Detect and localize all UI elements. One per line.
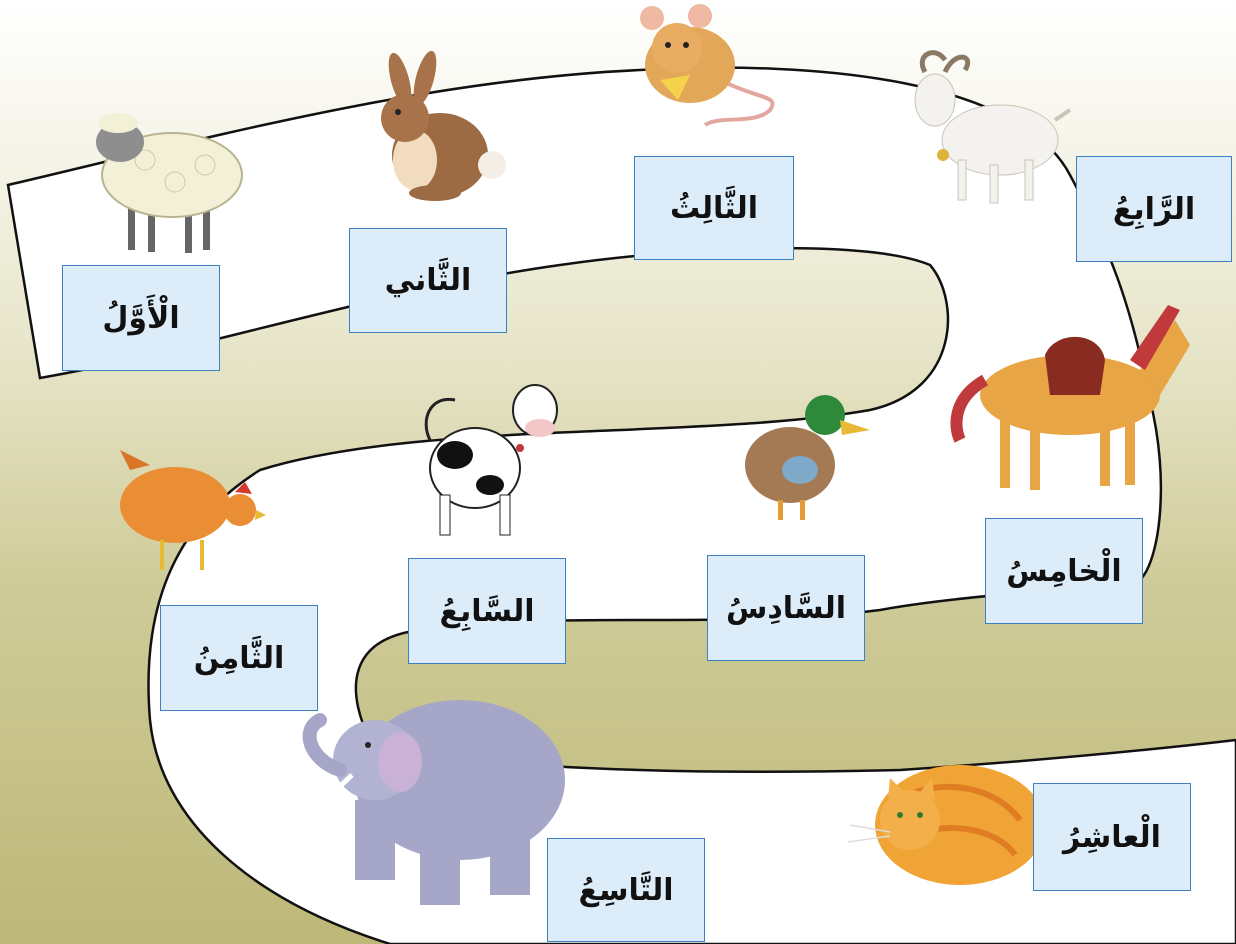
label-tenth: الْعاشِرُ bbox=[1033, 783, 1191, 891]
label-fifth: الْخامِسُ bbox=[985, 518, 1143, 624]
label-first: الْأَوَّلُ bbox=[62, 265, 220, 371]
label-third: الثَّالِثُ bbox=[634, 156, 794, 260]
label-ninth: التَّاسِعُ bbox=[547, 838, 705, 942]
label-sixth: السَّادِسُ bbox=[707, 555, 865, 661]
label-second: الثَّاني bbox=[349, 228, 507, 333]
label-eighth: الثَّامِنُ bbox=[160, 605, 318, 711]
label-seventh: السَّابِعُ bbox=[408, 558, 566, 664]
label-fourth: الرَّابِعُ bbox=[1076, 156, 1232, 262]
